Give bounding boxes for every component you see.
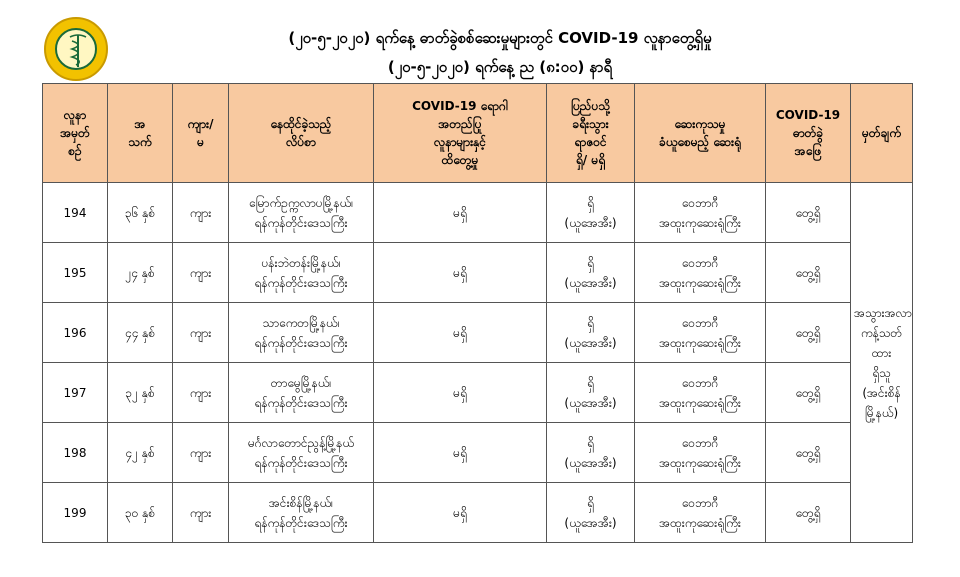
cell-age: ၃၀ နှစ် <box>108 483 173 543</box>
cell-hospital: ဝေဘာဂီ အထူးကုဆေးရုံကြီး <box>635 183 766 243</box>
cell-contact: မရှိ <box>374 423 547 483</box>
cell-sex: ကျား <box>173 303 229 363</box>
column-header-contact: COVID-19 ရောဂါ အတည်ပြု လူနာများနှင့် ထိတွေ့မှု <box>374 84 547 183</box>
table-row <box>43 363 913 423</box>
cell-hospital: ဝေဘာဂီ အထူးကုဆေးရုံကြီး <box>635 363 766 423</box>
column-header-serial: လူနာ အမှတ် စဉ် <box>43 84 108 183</box>
ministry-seal-logo <box>44 17 108 81</box>
cell-address: တာမွေမြို့နယ်၊ ရန်ကုန်တိုင်းဒေသကြီး <box>229 363 374 423</box>
cell-sex: ကျား <box>173 183 229 243</box>
cell-serial: 196 <box>43 303 108 363</box>
cell-sex: ကျား <box>173 483 229 543</box>
cell-hospital: ဝေဘာဂီ အထူးကုဆေးရုံကြီး <box>635 423 766 483</box>
cell-contact: မရှိ <box>374 483 547 543</box>
cell-contact: မရှိ <box>374 183 547 243</box>
table-row <box>43 243 913 303</box>
column-header-remark: မှတ်ချက် <box>851 84 913 183</box>
cell-serial: 194 <box>43 183 108 243</box>
cell-contact: မရှိ <box>374 243 547 303</box>
cell-contact: မရှိ <box>374 303 547 363</box>
table-row <box>43 183 913 243</box>
cell-sex: ကျား <box>173 243 229 303</box>
column-header-sex: ကျား/ မ <box>173 84 229 183</box>
table-header-row <box>43 84 913 183</box>
cell-serial: 198 <box>43 423 108 483</box>
table-row <box>43 483 913 543</box>
cell-result: တွေ့ရှိ <box>766 243 851 303</box>
cell-age: ၄၂ နှစ် <box>108 423 173 483</box>
cell-address: အင်းစိန်မြို့နယ်၊ ရန်ကုန်တိုင်းဒေသကြီး <box>229 483 374 543</box>
column-header-result: COVID-19 ဓာတ်ခွဲ အဖြေ <box>766 84 851 183</box>
cell-result: တွေ့ရှိ <box>766 303 851 363</box>
column-header-age: အ သက် <box>108 84 173 183</box>
cell-result: တွေ့ရှိ <box>766 423 851 483</box>
cell-hospital: ဝေဘာဂီ အထူးကုဆေးရုံကြီး <box>635 483 766 543</box>
cell-age: ၃၆ နှစ် <box>108 183 173 243</box>
cell-address: ပန်းဘဲတန်းမြို့နယ်၊ ရန်ကုန်တိုင်းဒေသကြီး <box>229 243 374 303</box>
cell-contact: မရှိ <box>374 363 547 423</box>
cell-address: မင်္ဂလာတောင်ညွန့်မြို့နယ် ရန်ကုန်တိုင်းဒေသကြီး <box>229 423 374 483</box>
table-row <box>43 423 913 483</box>
covid-cases-table <box>42 83 913 543</box>
cell-hospital: ဝေဘာဂီ အထူးကုဆေးရုံကြီး <box>635 303 766 363</box>
page-subtitle: (၂၀-၅-၂၀၂၀) ရက်နေ့ ည (၈:၀၀) နာရီ <box>387 58 613 76</box>
cell-age: ၄၄ နှစ် <box>108 303 173 363</box>
cell-sex: ကျား <box>173 363 229 423</box>
column-header-address: နေထိုင်ခဲ့သည့် လိပ်စာ <box>229 84 374 183</box>
cell-result: တွေ့ရှိ <box>766 483 851 543</box>
cell-travel: ရှိ (ယူအေအီး) <box>547 243 635 303</box>
cell-travel: ရှိ (ယူအေအီး) <box>547 303 635 363</box>
cell-result: တွေ့ရှိ <box>766 363 851 423</box>
cell-result: တွေ့ရှိ <box>766 183 851 243</box>
column-header-travel: ပြည်ပသို့ ခရီးသွား ရာဇဝင် ရှိ/ မရှိ <box>547 84 635 183</box>
cell-hospital: ဝေဘာဂီ အထူးကုဆေးရုံကြီး <box>635 243 766 303</box>
cell-remark: အသွားအလာ ကန့်သတ်ထား ရှိသူ (အင်းစိန် မြို့နယ်) <box>851 183 913 543</box>
cell-travel: ရှိ (ယူအေအီး) <box>547 183 635 243</box>
cell-sex: ကျား <box>173 423 229 483</box>
cell-serial: 195 <box>43 243 108 303</box>
cell-address: သာကေတမြို့နယ်၊ ရန်ကုန်တိုင်းဒေသကြီး <box>229 303 374 363</box>
cell-travel: ရှိ (ယူအေအီး) <box>547 363 635 423</box>
cell-travel: ရှိ (ယူအေအီး) <box>547 423 635 483</box>
cell-age: ၃၂ နှစ် <box>108 363 173 423</box>
column-header-hospital: ဆေးကုသမှု ခံယူစေမည့် ဆေးရုံ <box>635 84 766 183</box>
cell-serial: 199 <box>43 483 108 543</box>
caduceus-icon <box>46 19 110 83</box>
cell-travel: ရှိ (ယူအေအီး) <box>547 483 635 543</box>
cell-address: မြောက်ဥက္ကလာပမြို့နယ်၊ ရန်ကုန်တိုင်းဒေသကြီး <box>229 183 374 243</box>
cell-age: ၂၄ နှစ် <box>108 243 173 303</box>
page-title: (၂၀-၅-၂၀၂၀) ရက်နေ့ ဓာတ်ခွဲစစ်ဆေးမှုများတွင် COVID-19 လူနာတွေ့ရှိမှု <box>288 29 712 47</box>
cell-serial: 197 <box>43 363 108 423</box>
table-row <box>43 303 913 363</box>
